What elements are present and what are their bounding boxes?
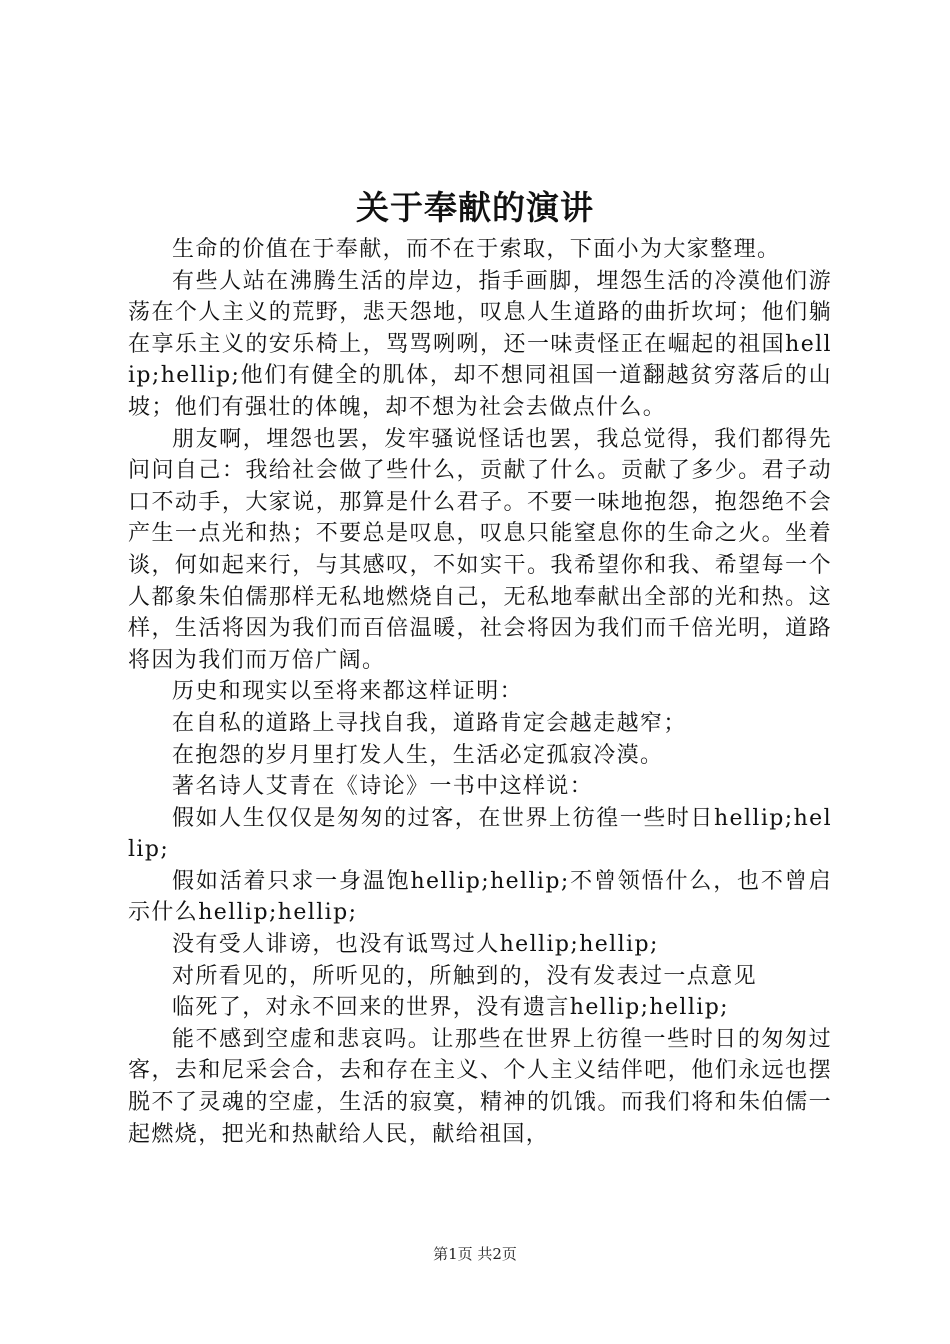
paragraph-poem-line-5: 临死了，对永不回来的世界，没有遗言hellip;hellip; — [172, 995, 729, 1021]
paragraph-complainers: 有些人站在沸腾生活的岸边，指手画脚，埋怨生活的冷漠他们游荡在个人主义的荒野，悲天怨地，叹息人生道路的曲折坎坷；他们躺在享乐主义的安乐椅上，骂骂咧咧，还一味责怪正在崛起的祖国hellip;hellip;他们有健全的肌体，却不想同祖国一道翻越贫穷落后的山坡；他们有强壮的体魄，却不想为社会去做点什么。 — [128, 268, 832, 420]
paragraph-intro: 生命的价值在于奉献，而不在于索取，下面小为大家整理。 — [172, 237, 781, 262]
paragraph-history: 历史和现实以至将来都这样证明： — [172, 679, 524, 705]
paragraph-poem-line-2: 假如活着只求一身温饱hellip;hellip;不曾领悟什么，也不曾启示什么hellip;hellip; — [128, 868, 832, 926]
paragraph-conclusion: 能不感到空虚和悲哀吗。让那些在世界上彷徨一些时日的匆匆过客，去和尼采会合，去和存在主义、个人主义结伴吧，他们永远也摆脱不了灵魂的空虚，生活的寂寞，精神的饥饿。而我们将和朱伯儒一起燃烧，把光和热献给人民，献给祖国， — [128, 1026, 832, 1147]
paragraph-complaining-years: 在抱怨的岁月里打发人生，生活必定孤寂冷漠。 — [172, 742, 664, 768]
paragraph-selfish-road: 在自私的道路上寻找自我，道路肯定会越走越窄； — [172, 710, 687, 736]
paragraph-poem-line-4: 对所看见的，所听见的，所触到的，没有发表过一点意见 — [172, 963, 758, 989]
document-body — [128, 234, 832, 1150]
paragraph-poem-line-1: 假如人生仅仅是匆匆的过客，在世界上彷徨一些时日hellip;hellip; — [128, 805, 832, 863]
paragraph-poem-line-3: 没有受人诽谤，也没有诋骂过人hellip;hellip; — [172, 932, 659, 958]
page-number-footer: 第1页 共2页 — [433, 1245, 517, 1263]
paragraph-friends: 朋友啊，埋怨也罢，发牢骚说怪话也罢，我总觉得，我们都得先问问自己：我给社会做了些什么，贡献了什么。贡献了多少。君子动口不动手，大家说，那算是什么君子。不要一味地抱怨，抱怨绝不会产生一点光和热；不要总是叹息，叹息只能窒息你的生命之火。坐着谈，何如起来行，与其感叹，不如实干。我希望你和我、希望每一个人都象朱伯儒那样无私地燃烧自己，无私地奉献出全部的光和热。这样，生活将因为我们而百倍温暖，社会将因为我们而千倍光明，道路将因为我们而万倍广阔。 — [128, 426, 832, 673]
document-title: 关于奉献的演讲 — [356, 188, 594, 227]
paragraph-poet-quote-intro: 著名诗人艾青在《诗论》一书中这样说： — [172, 774, 594, 800]
